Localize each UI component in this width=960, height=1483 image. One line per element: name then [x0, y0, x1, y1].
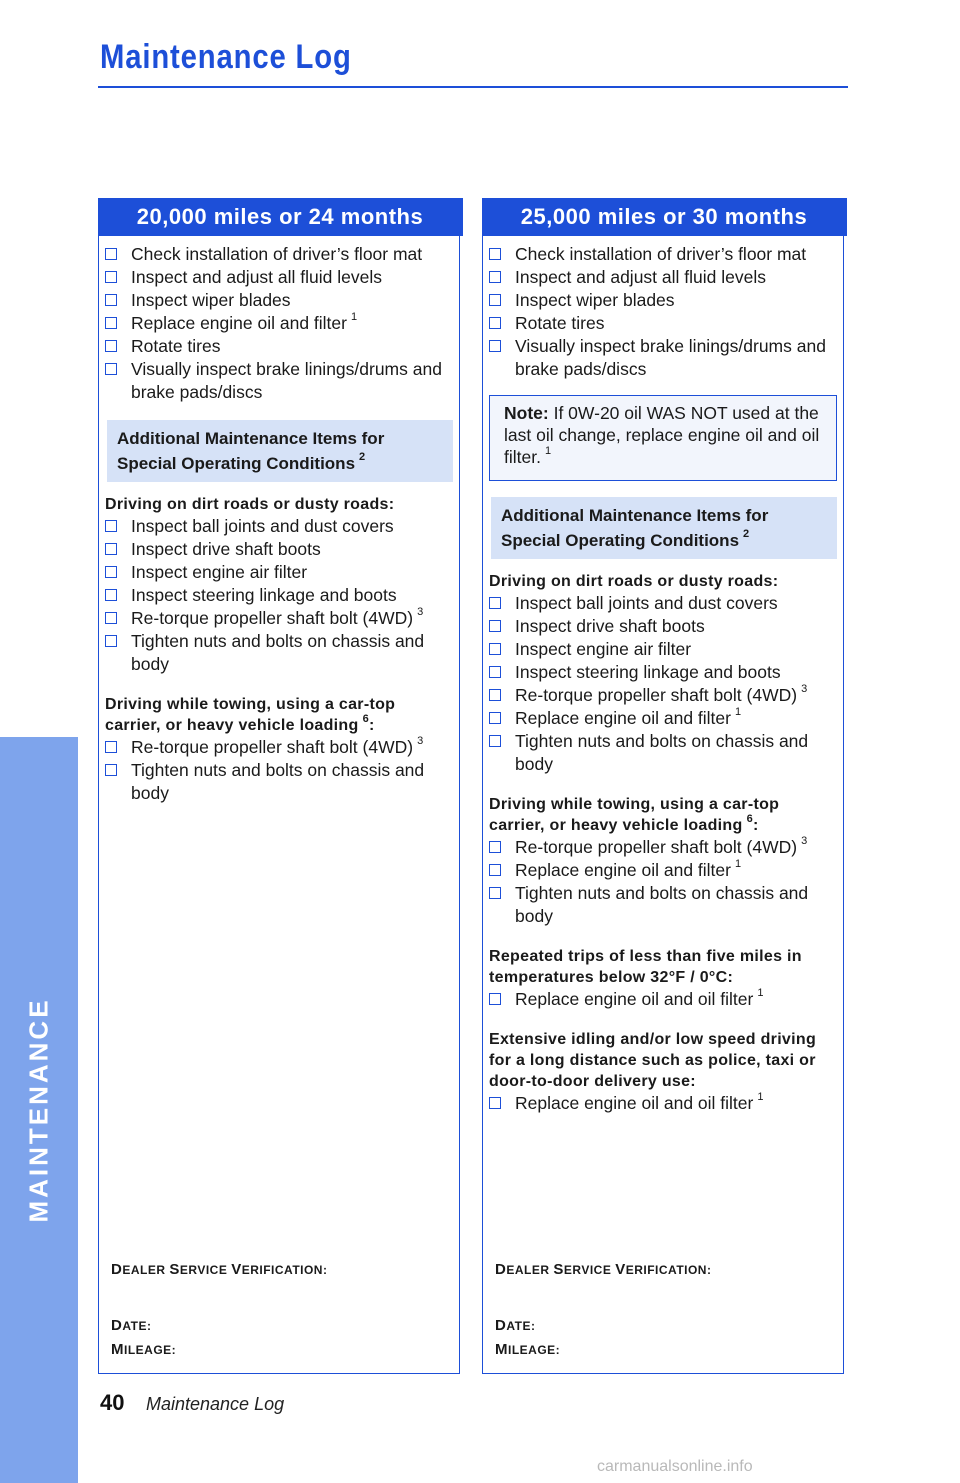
checkbox[interactable]: [489, 735, 501, 747]
checklist-item-text: Replace engine oil and oil filter: [515, 989, 754, 1009]
footnote-ref: 3: [417, 606, 424, 619]
dealer-verification-label: [111, 1261, 327, 1278]
checklist-item-text: Replace engine oil and filter: [131, 313, 347, 333]
checklist-item-text: Tighten nuts and bolts on chassis and body: [131, 760, 425, 803]
section-title-line: Driving while towing, using a car-top: [489, 796, 780, 813]
checkbox[interactable]: [489, 1097, 501, 1109]
checklist-item: [105, 289, 457, 312]
small-caps-text: EALER: [506, 1263, 550, 1277]
section-title: [489, 1029, 841, 1092]
checkbox[interactable]: [489, 689, 501, 701]
checklist-item: [105, 584, 457, 607]
small-caps-text: ERVICE: [179, 1263, 228, 1277]
checklist-item: [105, 358, 457, 404]
checklist-item-text: Replace engine oil and oil filter: [515, 1093, 754, 1113]
checkbox[interactable]: [489, 993, 501, 1005]
checklist-item: [489, 312, 841, 335]
checklist-item-text: Replace engine oil and filter: [515, 708, 731, 728]
mileage-label: [495, 1341, 560, 1358]
checklist-item: [105, 335, 457, 358]
small-caps-initial: M: [111, 1341, 124, 1358]
small-caps-text: ATE:: [122, 1319, 152, 1333]
checklist-item-text: Check installation of driver’s floor mat: [515, 244, 807, 264]
checklist-item: [105, 312, 457, 335]
small-caps-initial: D: [111, 1261, 123, 1278]
section-title-line: door-to-door delivery use:: [489, 1073, 696, 1090]
additional-items-heading: [107, 420, 453, 482]
checklist-item-text: Rotate tires: [131, 336, 221, 356]
small-caps-initial: D: [111, 1317, 123, 1334]
section-title: Driving on dirt roads or dusty roads:: [489, 573, 779, 590]
small-caps-initial: D: [495, 1261, 507, 1278]
additional-items-heading: [491, 497, 837, 559]
checkbox[interactable]: [489, 643, 501, 655]
checkbox[interactable]: [489, 271, 501, 283]
small-caps-initial: V: [231, 1261, 242, 1278]
checklist-item-text: Inspect and adjust all fluid levels: [131, 267, 382, 287]
additional-heading-line: [117, 451, 443, 476]
checkbox[interactable]: [105, 764, 117, 776]
additional-heading-line: [501, 528, 827, 553]
checklist: [105, 736, 457, 805]
checklist-item: [489, 243, 841, 266]
checklist-item-text: Inspect wiper blades: [515, 290, 675, 310]
checklist-item-text: Check installation of driver’s floor mat: [131, 244, 423, 264]
checklist-item-text: Visually inspect brake linings/drums and brake pads/discs: [515, 336, 826, 379]
checklist-item-text: Tighten nuts and bolts on chassis and body: [515, 731, 809, 774]
section-title: [105, 694, 457, 736]
interval-header: 20,000 miles or 24 months: [98, 198, 463, 236]
checkbox[interactable]: [489, 294, 501, 306]
footnote-ref: 3: [801, 835, 808, 848]
checkbox[interactable]: [105, 589, 117, 601]
note-label: Note:: [504, 403, 549, 423]
checkbox[interactable]: [489, 712, 501, 724]
checklist-item-text: Inspect wiper blades: [131, 290, 291, 310]
section-title: Driving on dirt roads or dusty roads:: [105, 496, 395, 513]
checklist-item-text: Inspect ball joints and dust covers: [515, 593, 778, 613]
checkbox[interactable]: [105, 317, 117, 329]
small-caps-text: ILEAGE:: [508, 1343, 561, 1357]
section-title-line: temperatures below 32°F / 0°C:: [489, 969, 734, 986]
checkbox[interactable]: [489, 841, 501, 853]
footnote-ref: 2: [743, 528, 750, 541]
checklist-item: [105, 736, 457, 759]
additional-heading-text: Special Operating Conditions: [117, 454, 356, 473]
checkbox[interactable]: [489, 340, 501, 352]
checkbox[interactable]: [105, 520, 117, 532]
checklist-item: [105, 538, 457, 561]
checkbox[interactable]: [489, 887, 501, 899]
checklist-item: [105, 515, 457, 538]
oil-note: [489, 395, 837, 481]
checklist-item: [489, 836, 841, 859]
checklist-item: [489, 661, 841, 684]
section-title: [489, 946, 841, 988]
checkbox[interactable]: [105, 635, 117, 647]
interval-20000-panel: [98, 198, 460, 1374]
checklist-item: [489, 730, 841, 776]
small-caps-initial: S: [169, 1261, 180, 1278]
section-title-line: carrier, or heavy vehicle loading $^6$:: [105, 712, 375, 734]
checklist-item: [489, 638, 841, 661]
checklist-item-text: Replace engine oil and filter: [515, 860, 731, 880]
checklist-item-text: Inspect and adjust all fluid levels: [515, 267, 766, 287]
checklist-item-text: Inspect engine air filter: [131, 562, 308, 582]
checkbox[interactable]: [489, 317, 501, 329]
footnote-ref: 1: [544, 445, 552, 458]
checklist-item: [489, 335, 841, 381]
checklist-item-text: Visually inspect brake linings/drums and brake pads/discs: [131, 359, 442, 402]
checklist-item-text: Re-torque propeller shaft bolt (4WD): [515, 685, 798, 705]
checklist-item: [489, 1092, 841, 1115]
footnote-ref: 2: [359, 451, 366, 464]
dealer-verification-label: [495, 1261, 711, 1278]
checkbox[interactable]: [489, 620, 501, 632]
checklist: [105, 243, 457, 404]
footnote-ref: 6: [746, 812, 753, 825]
sidebar-label: MAINTENANCE: [23, 997, 54, 1223]
small-caps-text: ILEAGE:: [124, 1343, 177, 1357]
section-title-line: for a long distance such as police, taxi or: [489, 1052, 816, 1069]
checkbox[interactable]: [105, 566, 117, 578]
checklist-item-text: Tighten nuts and bolts on chassis and body: [131, 631, 425, 674]
checklist-item-text: Re-torque propeller shaft bolt (4WD): [131, 608, 414, 628]
page-title: Maintenance Log: [100, 38, 352, 76]
section-title-line: Repeated trips of less than five miles in: [489, 948, 802, 965]
watermark: carmanualsonline.info: [597, 1458, 753, 1475]
checklist-item: [489, 882, 841, 928]
checklist-item: [489, 684, 841, 707]
checklist-item: [489, 592, 841, 615]
footnote-ref: 1: [757, 987, 764, 1000]
mileage-label: [111, 1341, 176, 1358]
checkbox[interactable]: [105, 248, 117, 260]
checkbox[interactable]: [489, 597, 501, 609]
title-divider: [98, 86, 848, 88]
footnote-ref: 1: [734, 858, 742, 871]
additional-heading-line: Additional Maintenance Items for: [501, 506, 769, 525]
footnote-ref: 6: [362, 712, 369, 725]
checklist-item-text: Inspect drive shaft boots: [515, 616, 705, 636]
checklist-item-text: Inspect steering linkage and boots: [515, 662, 781, 682]
checklist-item: [489, 988, 841, 1011]
checklist: [489, 988, 841, 1011]
checklist: [489, 592, 841, 776]
small-caps-text: ERVICE: [563, 1263, 612, 1277]
checklist-item: [105, 630, 457, 676]
checklist-body: [489, 243, 841, 1115]
checklist: [489, 836, 841, 928]
footnote-ref: 1: [350, 311, 358, 324]
checklist-item: [489, 707, 841, 730]
interval-25000-panel: [482, 198, 844, 1374]
checklist-item: [105, 759, 457, 805]
checkbox[interactable]: [105, 294, 117, 306]
note-text: If 0W-20 oil WAS NOT used at the last oil change, replace engine oil and oil filter.: [504, 403, 820, 467]
checkbox[interactable]: [105, 543, 117, 555]
checklist: [489, 243, 841, 381]
small-caps-initial: S: [553, 1261, 564, 1278]
section-title-text: carrier, or heavy vehicle loading: [105, 717, 359, 734]
checklist-body: [105, 243, 457, 805]
checklist-item: [489, 266, 841, 289]
section-title-line: Driving while towing, using a car-top: [105, 696, 396, 713]
checkbox[interactable]: [105, 340, 117, 352]
checkbox[interactable]: [489, 666, 501, 678]
checkbox[interactable]: [105, 271, 117, 283]
checklist-item: [105, 561, 457, 584]
checklist-item-text: Tighten nuts and bolts on chassis and body: [515, 883, 809, 926]
small-caps-initial: V: [615, 1261, 626, 1278]
checklist-item: [105, 607, 457, 630]
checklist-item-text: Inspect steering linkage and boots: [131, 585, 397, 605]
section-title-line: Extensive idling and/or low speed driving: [489, 1031, 817, 1048]
checklist-item: [105, 266, 457, 289]
checklist: [489, 1092, 841, 1115]
small-caps-text: ERIFICATION:: [625, 1263, 712, 1277]
checklist-item-text: Re-torque propeller shaft bolt (4WD): [515, 837, 798, 857]
checklist-item-text: Inspect engine air filter: [515, 639, 692, 659]
interval-header: 25,000 miles or 30 months: [482, 198, 847, 236]
checkbox[interactable]: [105, 612, 117, 624]
checkbox[interactable]: [489, 248, 501, 260]
footnote-ref: 3: [417, 735, 424, 748]
checklist: [105, 515, 457, 676]
date-label: [495, 1317, 535, 1334]
checklist-item: [489, 859, 841, 882]
small-caps-text: EALER: [122, 1263, 166, 1277]
footnote-ref: 3: [801, 683, 808, 696]
checklist-item-text: Re-torque propeller shaft bolt (4WD): [131, 737, 414, 757]
small-caps-text: ATE:: [506, 1319, 536, 1333]
section-title-line: carrier, or heavy vehicle loading $^6$:: [489, 812, 759, 834]
checklist-item: [489, 615, 841, 638]
footnote-ref: 1: [734, 706, 742, 719]
section-title: [489, 794, 841, 836]
section-title-text: carrier, or heavy vehicle loading: [489, 817, 743, 834]
date-label: [111, 1317, 151, 1334]
small-caps-initial: D: [495, 1317, 507, 1334]
checklist-item-text: Rotate tires: [515, 313, 605, 333]
small-caps-initial: M: [495, 1341, 508, 1358]
footer-label: Maintenance Log: [146, 1394, 285, 1414]
small-caps-text: ERIFICATION:: [241, 1263, 328, 1277]
checkbox[interactable]: [489, 864, 501, 876]
checklist-item: [105, 243, 457, 266]
checklist-item-text: Inspect ball joints and dust covers: [131, 516, 394, 536]
additional-heading-line: Additional Maintenance Items for: [117, 429, 385, 448]
checklist-item: [489, 289, 841, 312]
additional-heading-text: Special Operating Conditions: [501, 531, 740, 550]
checkbox[interactable]: [105, 363, 117, 375]
checklist-item-text: Inspect drive shaft boots: [131, 539, 321, 559]
footnote-ref: 1: [757, 1091, 764, 1104]
checkbox[interactable]: [105, 741, 117, 753]
page-number: 40: [100, 1390, 125, 1415]
